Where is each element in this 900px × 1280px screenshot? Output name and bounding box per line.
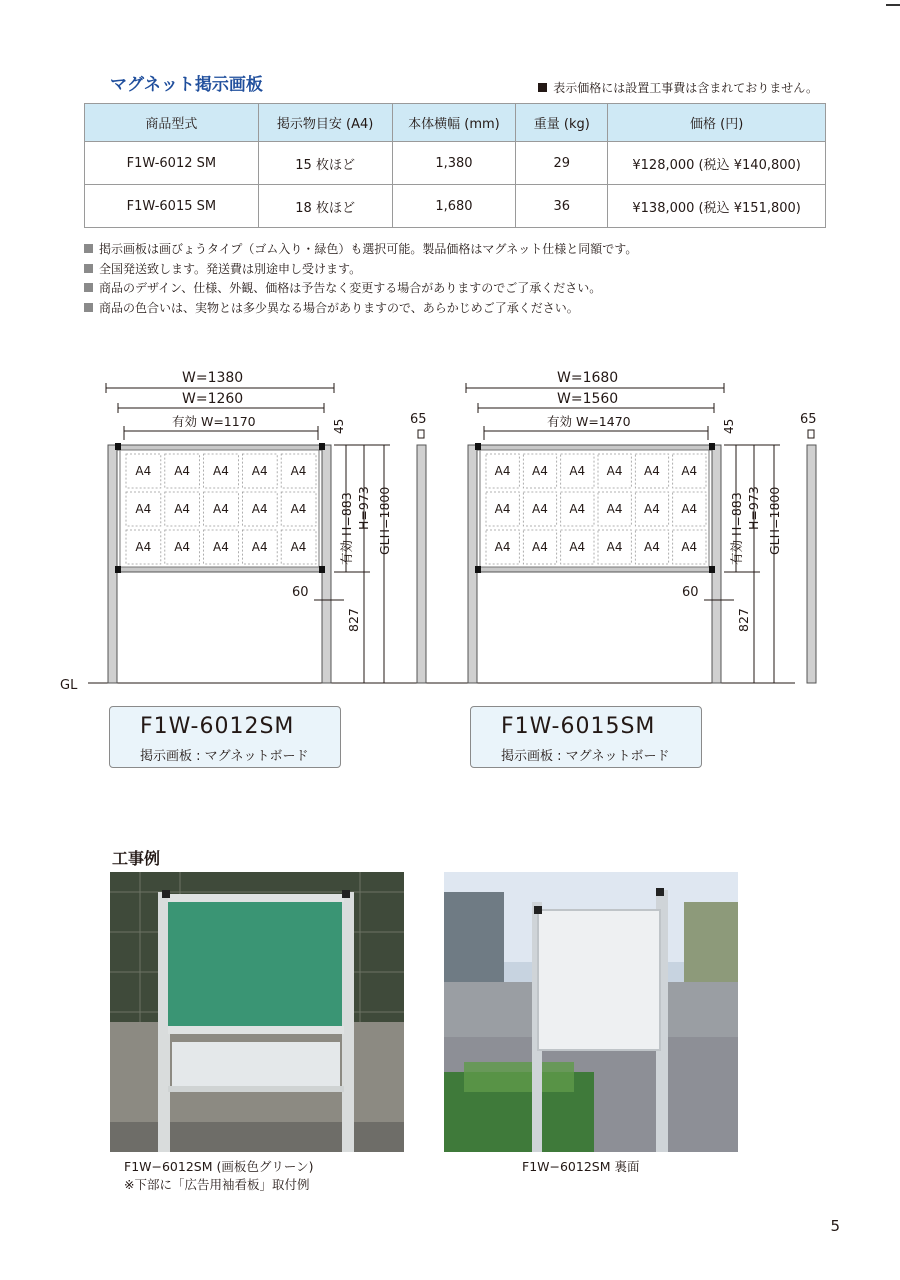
frame-corner [319, 443, 325, 450]
board-panel [480, 450, 709, 567]
a4-label: A4 [532, 464, 548, 478]
side-profile-post [417, 445, 426, 683]
list-item [84, 240, 637, 260]
dim-glh: GLH=1800 [767, 486, 782, 555]
example-photo-green [110, 872, 404, 1152]
dim-leg: 827 [736, 608, 751, 632]
dim-h: H=973 [746, 486, 761, 530]
diagram-svg [0, 360, 900, 690]
dim-top: 45 [332, 418, 346, 434]
a4-label: A4 [251, 464, 268, 478]
frame-corner [115, 443, 121, 450]
a4-label: A4 [644, 464, 660, 478]
a4-label: A4 [494, 540, 511, 554]
board-top-frame [477, 445, 712, 450]
model-label-box-right [470, 706, 702, 768]
a4-label: A4 [251, 502, 268, 516]
a4-label: A4 [644, 540, 660, 554]
square-bullet-icon [84, 264, 93, 273]
header-width: 本体横幅 (mm) [392, 104, 516, 142]
a4-label: A4 [290, 464, 307, 478]
cell-width: 1,380 [392, 142, 516, 185]
dim-glh: GLH=1800 [377, 486, 392, 555]
model-name: F1W-6015SM [501, 714, 656, 739]
cell-price: ¥128,000 (税込 ¥140,800) [608, 142, 826, 185]
cell-price: ¥138,000 (税込 ¥151,800) [608, 185, 826, 228]
a4-label: A4 [213, 502, 229, 516]
list-item [84, 299, 637, 319]
cell-width: 1,680 [392, 185, 516, 228]
frame-corner [319, 566, 325, 573]
a4-label: A4 [606, 540, 623, 554]
a4-label: A4 [174, 502, 191, 516]
board-bottom-frame [117, 567, 322, 572]
note-text: 商品の色合いは、実物とは多少異なる場合がありますので、あらかじめご了承ください。 [99, 300, 579, 315]
dim-w-outer: W=1380 [182, 370, 244, 386]
square-bullet-icon [84, 303, 93, 312]
a4-label: A4 [644, 502, 660, 516]
a4-label: A4 [606, 464, 623, 478]
square-bullet-icon [84, 283, 93, 292]
dim-top: 45 [722, 418, 736, 434]
model-label-box-left [109, 706, 341, 768]
dim-w-inner: W=1560 [557, 391, 619, 407]
a4-label: A4 [569, 464, 586, 478]
a4-label: A4 [290, 540, 307, 554]
header-price: 価格 (円) [608, 104, 826, 142]
a4-label: A4 [681, 540, 698, 554]
dim-h: H=973 [356, 486, 371, 530]
a4-label: A4 [532, 540, 548, 554]
caption-left [124, 1158, 313, 1194]
dim-h-effective: 有効 H=883 [339, 492, 354, 565]
header-a4: 掲示物目安 (A4) [258, 104, 392, 142]
dim-bottom: 60 [682, 585, 699, 600]
table-row [85, 142, 826, 185]
a4-label: A4 [569, 502, 586, 516]
page-number: 5 [830, 1217, 840, 1235]
post-right [322, 445, 331, 683]
a4-label: A4 [174, 540, 191, 554]
frame-corner [475, 443, 481, 450]
caption-right: F1W−6012SM 裏面 [522, 1159, 640, 1174]
table-row [85, 185, 826, 228]
model-subtitle: 掲示画板 : マグネットボード [501, 749, 670, 764]
dim-w-outer: W=1680 [557, 370, 619, 386]
cell-weight: 36 [516, 185, 608, 228]
dim-h-effective: 有効 H=883 [729, 492, 744, 565]
photo-green-board [110, 872, 404, 1152]
a4-label: A4 [135, 540, 152, 554]
model-name: F1W-6012SM [140, 714, 295, 739]
a4-label: A4 [494, 464, 511, 478]
diagram-f1w-6012sm [106, 370, 427, 683]
dimension-diagrams [0, 360, 900, 690]
a4-label: A4 [681, 464, 698, 478]
list-item [84, 260, 637, 280]
caption-left-line1: F1W−6012SM (画板色グリーン) [124, 1159, 314, 1174]
table-header-row [85, 104, 826, 142]
post-right [712, 445, 721, 683]
header-model: 商品型式 [85, 104, 259, 142]
a4-label: A4 [213, 540, 229, 554]
frame-corner [115, 566, 121, 573]
frame-corner [709, 566, 715, 573]
cell-model: F1W-6012 SM [85, 142, 259, 185]
frame-corner [709, 443, 715, 450]
a4-label: A4 [213, 464, 229, 478]
a4-label: A4 [135, 464, 152, 478]
dim-w-inner: W=1260 [182, 391, 244, 407]
dim-w-effective: 有効 W=1470 [547, 414, 631, 429]
frame-corner [475, 566, 481, 573]
board-bottom-frame [477, 567, 712, 572]
tax-note [538, 79, 818, 96]
a4-label: A4 [569, 540, 586, 554]
post-left [108, 445, 117, 683]
notes-list [84, 240, 637, 318]
a4-label: A4 [494, 502, 511, 516]
post-left [468, 445, 477, 683]
note-text: 全国発送致します。発送費は別途申し受けます。 [99, 261, 362, 276]
section-title: マグネット掲示画板 [110, 75, 263, 95]
examples-title: 工事例 [112, 849, 161, 868]
side-profile-post [807, 445, 816, 683]
corner-mark [886, 4, 900, 6]
dim-post: 65 [800, 412, 817, 427]
a4-label: A4 [681, 502, 698, 516]
diagram-f1w-6015sm [466, 370, 817, 683]
model-subtitle: 掲示画板 : マグネットボード [140, 749, 309, 764]
note-text: 掲示画板は画びょうタイプ（ゴム入り・緑色）も選択可能。製品価格はマグネット仕様と同額です。 [99, 242, 638, 256]
a4-label: A4 [174, 464, 191, 478]
cell-weight: 29 [516, 142, 608, 185]
square-bullet-icon [84, 244, 93, 253]
gl-label: GL [60, 678, 78, 690]
a4-label: A4 [251, 540, 268, 554]
dim-post: 65 [410, 412, 427, 427]
example-photo-back [444, 872, 738, 1152]
dim-w-effective: 有効 W=1170 [172, 414, 256, 429]
spec-table [84, 103, 826, 228]
post-section-icon [808, 430, 814, 438]
a4-label: A4 [532, 502, 548, 516]
a4-label: A4 [290, 502, 307, 516]
header-weight: 重量 (kg) [516, 104, 608, 142]
a4-label: A4 [606, 502, 623, 516]
photo-back-board [444, 872, 738, 1152]
cell-a4: 18 枚ほど [258, 185, 392, 228]
a4-label: A4 [135, 502, 152, 516]
board-top-frame [117, 445, 322, 450]
square-bullet-icon [538, 83, 547, 92]
dim-leg: 827 [346, 608, 361, 632]
note-text: 商品のデザイン、仕様、外観、価格は予告なく変更する場合がありますのでご了承ください。 [99, 281, 602, 295]
tax-note-text: 表示価格には設置工事費は含まれておりません。 [553, 81, 818, 95]
cell-a4: 15 枚ほど [258, 142, 392, 185]
caption-left-line2: ※下部に「広告用袖看板」取付例 [124, 1177, 310, 1192]
post-section-icon [418, 430, 424, 438]
dim-bottom: 60 [292, 585, 309, 600]
list-item [84, 279, 637, 299]
cell-model: F1W-6015 SM [85, 185, 259, 228]
